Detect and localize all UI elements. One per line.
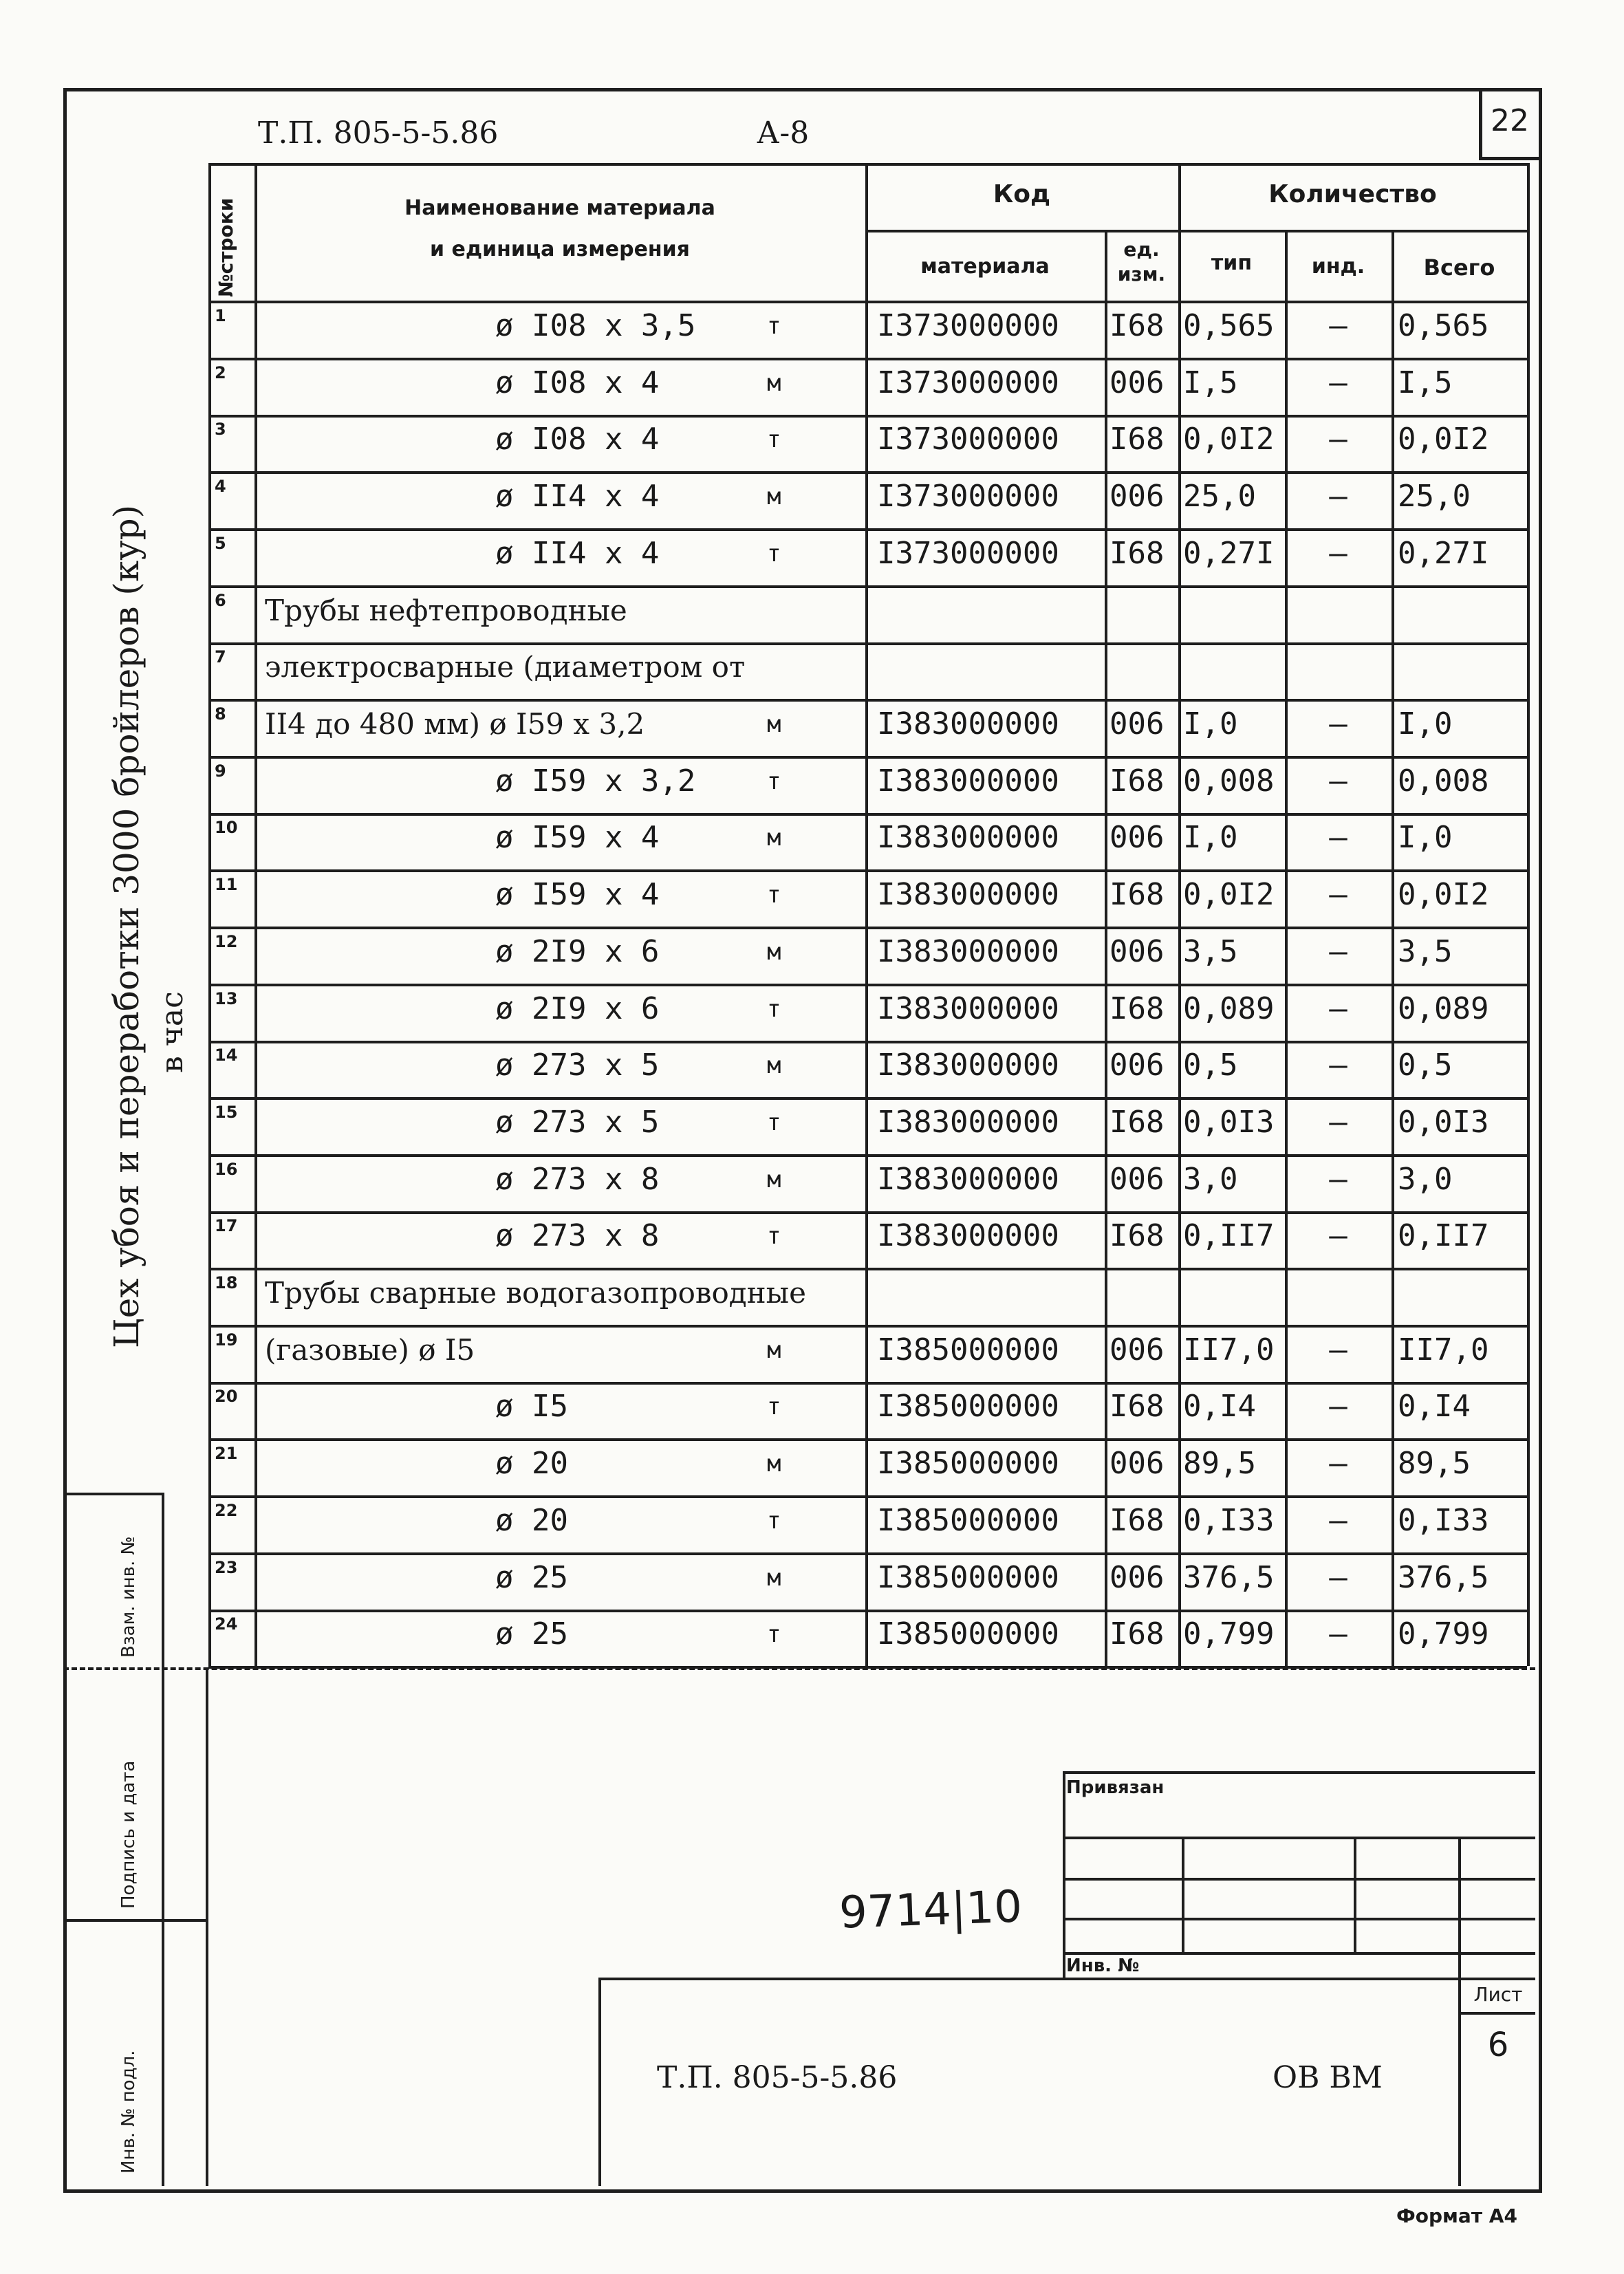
material-name: ø I59 x 3,2 [495, 764, 696, 799]
row-number: 23 [215, 1558, 238, 1577]
qty-ind: – [1329, 877, 1347, 912]
material-name: ø I59 x 4 [495, 820, 660, 855]
material-name: (газовые) ø I5 [265, 1333, 475, 1367]
unit-header-line1: ед. [1123, 238, 1160, 261]
qty-ind: – [1329, 1332, 1347, 1367]
qty-total: I,5 [1398, 365, 1453, 400]
row-number: 2 [215, 363, 226, 382]
qty-ind: – [1329, 1446, 1347, 1481]
row-number: 10 [215, 818, 238, 837]
material-name: Трубы нефтепроводные [265, 594, 627, 627]
row-number: 4 [215, 477, 226, 496]
row-number: 12 [215, 932, 238, 951]
row-number: 13 [215, 989, 238, 1008]
material-code: I383000000 [877, 820, 1059, 855]
measure-unit: т [767, 768, 781, 795]
row-number: 7 [215, 647, 226, 667]
qty-ind: – [1329, 934, 1347, 969]
qty-type: I,5 [1183, 365, 1238, 400]
qty-total: 0,089 [1398, 991, 1489, 1026]
row-divider [208, 813, 1527, 816]
material-code: I383000000 [877, 877, 1059, 912]
sheet-code-header: А-8 [757, 116, 810, 151]
row-number: 14 [215, 1046, 238, 1065]
measure-unit: м [767, 711, 781, 738]
qty-ind: – [1329, 536, 1347, 571]
measure-unit: т [767, 1621, 781, 1648]
material-name: ø 2I9 x 6 [495, 991, 660, 1026]
measure-unit: м [767, 1450, 781, 1477]
handwritten-number: 9714|10 [838, 1881, 1024, 1939]
material-name: Трубы сварные водогазопроводные [265, 1276, 806, 1310]
row-divider [208, 585, 1527, 588]
material-name: ø I08 x 4 [495, 365, 660, 400]
material-name: ø I5 [495, 1389, 568, 1424]
row-number: 24 [215, 1614, 238, 1634]
unit-code: I68 [1109, 764, 1165, 799]
row-divider [208, 756, 1527, 759]
row-divider [208, 1552, 1527, 1555]
qty-total: 0,799 [1398, 1616, 1489, 1652]
row-number: 3 [215, 420, 226, 439]
qty-ind: – [1329, 1218, 1347, 1253]
row-number: 18 [215, 1273, 238, 1292]
qty-type-header: тип [1211, 251, 1253, 275]
qty-ind: – [1329, 764, 1347, 799]
qty-type: 3,5 [1183, 934, 1238, 969]
row-divider [208, 1610, 1527, 1612]
dashed-separator [63, 1667, 1535, 1670]
unit-code: 006 [1109, 1048, 1165, 1083]
material-code: I385000000 [877, 1389, 1059, 1424]
doc-code-header: Т.П. 805-5-5.86 [258, 116, 499, 151]
row-divider [208, 1325, 1527, 1328]
measure-unit: т [767, 1109, 781, 1136]
measure-unit: т [767, 995, 781, 1023]
qty-total: 0,I33 [1398, 1503, 1489, 1538]
qty-ind: – [1329, 820, 1347, 855]
unit-code: I68 [1109, 1218, 1165, 1253]
row-number: 19 [215, 1330, 238, 1350]
row-divider [208, 415, 1527, 418]
qty-ind: – [1329, 308, 1347, 343]
unit-code: I68 [1109, 1105, 1165, 1140]
qty-ind: – [1329, 422, 1347, 457]
qty-total: 0,I4 [1398, 1389, 1471, 1424]
material-name: ø I59 x 4 [495, 877, 660, 912]
name-header-line2: и единица измерения [430, 237, 690, 261]
measure-unit: м [767, 1052, 781, 1079]
name-header-line1: Наименование материала [404, 196, 715, 220]
measure-unit: м [767, 1166, 781, 1193]
material-name: ø 273 x 8 [495, 1218, 660, 1253]
title-doc-code: Т.П. 805-5-5.86 [657, 2060, 898, 2095]
code-material-header: материала [920, 255, 1050, 279]
qty-ind: – [1329, 1105, 1347, 1140]
qty-type: II7,0 [1183, 1332, 1275, 1367]
material-code: I373000000 [877, 422, 1059, 457]
material-name: ø 273 x 5 [495, 1105, 660, 1140]
unit-code: 006 [1109, 1162, 1165, 1197]
row-number: 5 [215, 534, 226, 553]
row-number: 15 [215, 1103, 238, 1122]
unit-code: 006 [1109, 479, 1165, 514]
material-name: ø 273 x 8 [495, 1162, 660, 1197]
qty-ind: – [1329, 1048, 1347, 1083]
code-group-header: Код [993, 180, 1051, 208]
material-name: ø 20 [495, 1446, 568, 1481]
material-code: I385000000 [877, 1616, 1059, 1652]
qty-ind: – [1329, 706, 1347, 741]
row-divider [208, 699, 1527, 702]
measure-unit: т [767, 881, 781, 909]
qty-ind: – [1329, 1389, 1347, 1424]
unit-code: I68 [1109, 1616, 1165, 1652]
row-divider [208, 1041, 1527, 1043]
unit-code: 006 [1109, 706, 1165, 741]
measure-unit: м [767, 1336, 781, 1364]
row-number: 16 [215, 1160, 238, 1179]
qty-type: I,0 [1183, 820, 1238, 855]
quantity-group-header: Количество [1268, 180, 1437, 208]
measure-unit: м [767, 824, 781, 852]
material-code: I373000000 [877, 308, 1059, 343]
qty-total: 3,0 [1398, 1162, 1453, 1197]
material-name: электросварные (диаметром от [265, 650, 746, 684]
unit-code: I68 [1109, 536, 1165, 571]
qty-total: 0,008 [1398, 764, 1489, 799]
material-name: ø 20 [495, 1503, 568, 1538]
sheet-number: 6 [1487, 2026, 1509, 2064]
qty-total: 25,0 [1398, 479, 1471, 514]
material-name: ø 2I9 x 6 [495, 934, 660, 969]
measure-unit: т [767, 1507, 781, 1535]
qty-total: 0,565 [1398, 308, 1489, 343]
qty-total: 0,0I3 [1398, 1105, 1489, 1140]
qty-total: 0,0I2 [1398, 422, 1489, 457]
measure-unit: т [767, 1393, 781, 1420]
qty-total: 0,5 [1398, 1048, 1453, 1083]
row-divider [208, 1495, 1527, 1498]
material-code: I383000000 [877, 991, 1059, 1026]
material-name: ø I08 x 4 [495, 422, 660, 457]
qty-total: 0,27I [1398, 536, 1489, 571]
row-divider [208, 1097, 1527, 1100]
qty-total: 376,5 [1398, 1560, 1489, 1595]
unit-code: I68 [1109, 1503, 1165, 1538]
qty-type: 0,0I3 [1183, 1105, 1275, 1140]
qty-ind: – [1329, 1560, 1347, 1595]
row-number: 8 [215, 704, 226, 724]
qty-type: 25,0 [1183, 479, 1256, 514]
row-divider [208, 642, 1527, 645]
row-divider [208, 1438, 1527, 1441]
qty-total: 3,5 [1398, 934, 1453, 969]
qty-ind: – [1329, 1162, 1347, 1197]
qty-type: 0,27I [1183, 536, 1275, 571]
material-code: I383000000 [877, 1048, 1059, 1083]
unit-code: I68 [1109, 1389, 1165, 1424]
privyazan-label: Привязан [1066, 1777, 1165, 1798]
row-divider [208, 1154, 1527, 1157]
row-divider [208, 528, 1527, 531]
material-code: I383000000 [877, 1218, 1059, 1253]
row-divider [208, 927, 1527, 929]
material-name: ø I08 x 3,5 [495, 308, 696, 343]
unit-code: 006 [1109, 1332, 1165, 1367]
row-number: 9 [215, 761, 226, 781]
qty-ind: – [1329, 1503, 1347, 1538]
material-code: I373000000 [877, 536, 1059, 571]
qty-type: 89,5 [1183, 1446, 1256, 1481]
qty-total: 0,0I2 [1398, 877, 1489, 912]
page-number: 22 [1491, 103, 1529, 138]
measure-unit: м [767, 938, 781, 966]
unit-header-line2: изм. [1117, 263, 1166, 285]
unit-code: 006 [1109, 365, 1165, 400]
unit-code: 006 [1109, 1560, 1165, 1595]
measure-unit: м [767, 369, 781, 397]
vzam-inv-label: Взам. инв. № [118, 1536, 139, 1658]
qty-ind: – [1329, 365, 1347, 400]
inv-podl-label: Инв. № подл. [118, 2050, 139, 2174]
qty-type: I,0 [1183, 706, 1238, 741]
row-divider [208, 1382, 1527, 1385]
row-number: 22 [215, 1501, 238, 1520]
qty-type: 0,799 [1183, 1616, 1275, 1652]
row-number: 11 [215, 875, 238, 894]
side-title-line1: Цех убоя и переработки 3000 бройлеров (кур) [107, 504, 147, 1348]
qty-ind: – [1329, 479, 1347, 514]
qty-total-header: Всего [1423, 255, 1495, 281]
material-name: ø 25 [495, 1616, 568, 1652]
material-code: I385000000 [877, 1332, 1059, 1367]
measure-unit: т [767, 312, 781, 340]
qty-type: 0,0I2 [1183, 877, 1275, 912]
material-code: I385000000 [877, 1446, 1059, 1481]
qty-ind-header: инд. [1311, 255, 1365, 279]
qty-total: I,0 [1398, 706, 1453, 741]
qty-type: 0,565 [1183, 308, 1275, 343]
measure-unit: т [767, 1222, 781, 1250]
qty-ind: – [1329, 991, 1347, 1026]
qty-type: 3,0 [1183, 1162, 1238, 1197]
row-divider [208, 1211, 1527, 1214]
title-section: ОВ ВМ [1273, 2060, 1383, 2095]
qty-total: 0,II7 [1398, 1218, 1489, 1253]
material-code: I383000000 [877, 934, 1059, 969]
row-number: 6 [215, 591, 226, 610]
sheet-label: Лист [1473, 1983, 1523, 2006]
row-divider [208, 471, 1527, 474]
material-name: ø 25 [495, 1560, 568, 1595]
material-code: I383000000 [877, 1162, 1059, 1197]
material-code: I385000000 [877, 1503, 1059, 1538]
unit-code: I68 [1109, 422, 1165, 457]
material-code: I383000000 [877, 1105, 1059, 1140]
measure-unit: м [767, 1564, 781, 1592]
unit-code: 006 [1109, 1446, 1165, 1481]
measure-unit: м [767, 483, 781, 510]
unit-code: 006 [1109, 934, 1165, 969]
material-code: I373000000 [877, 365, 1059, 400]
row-number: 1 [215, 306, 226, 325]
material-name: ø II4 x 4 [495, 479, 660, 514]
measure-unit: т [767, 426, 781, 453]
unit-code: I68 [1109, 877, 1165, 912]
material-code: I383000000 [877, 764, 1059, 799]
unit-code: I68 [1109, 308, 1165, 343]
material-code: I383000000 [877, 706, 1059, 741]
material-code: I373000000 [877, 479, 1059, 514]
qty-ind: – [1329, 1616, 1347, 1652]
material-name: ø II4 x 4 [495, 536, 660, 571]
row-divider [208, 984, 1527, 986]
row-number: 21 [215, 1444, 238, 1463]
qty-type: 0,II7 [1183, 1218, 1275, 1253]
side-title-line2: в час [155, 991, 190, 1073]
row-number: 20 [215, 1387, 238, 1406]
qty-type: 0,0I2 [1183, 422, 1275, 457]
qty-type: 0,089 [1183, 991, 1275, 1026]
measure-unit: т [767, 540, 781, 567]
qty-type: 0,I33 [1183, 1503, 1275, 1538]
row-number: 17 [215, 1216, 238, 1235]
material-name: ø 273 x 5 [495, 1048, 660, 1083]
qty-total: I,0 [1398, 820, 1453, 855]
unit-code: I68 [1109, 991, 1165, 1026]
row-divider [208, 869, 1527, 872]
qty-type: 0,I4 [1183, 1389, 1256, 1424]
qty-total: II7,0 [1398, 1332, 1489, 1367]
qty-type: 0,008 [1183, 764, 1275, 799]
unit-code: 006 [1109, 820, 1165, 855]
qty-total: 89,5 [1398, 1446, 1471, 1481]
row-divider [208, 1268, 1527, 1270]
material-name: II4 до 480 мм) ø I59 x 3,2 [265, 707, 645, 741]
material-code: I385000000 [877, 1560, 1059, 1595]
row-number-header: №строки [215, 197, 237, 297]
inv-no-label: Инв. № [1066, 1956, 1140, 1976]
qty-type: 376,5 [1183, 1560, 1275, 1595]
qty-type: 0,5 [1183, 1048, 1238, 1083]
row-divider [208, 358, 1527, 360]
format-label: Формат А4 [1396, 2205, 1517, 2227]
sign-date-label: Подпись и дата [118, 1760, 139, 1909]
